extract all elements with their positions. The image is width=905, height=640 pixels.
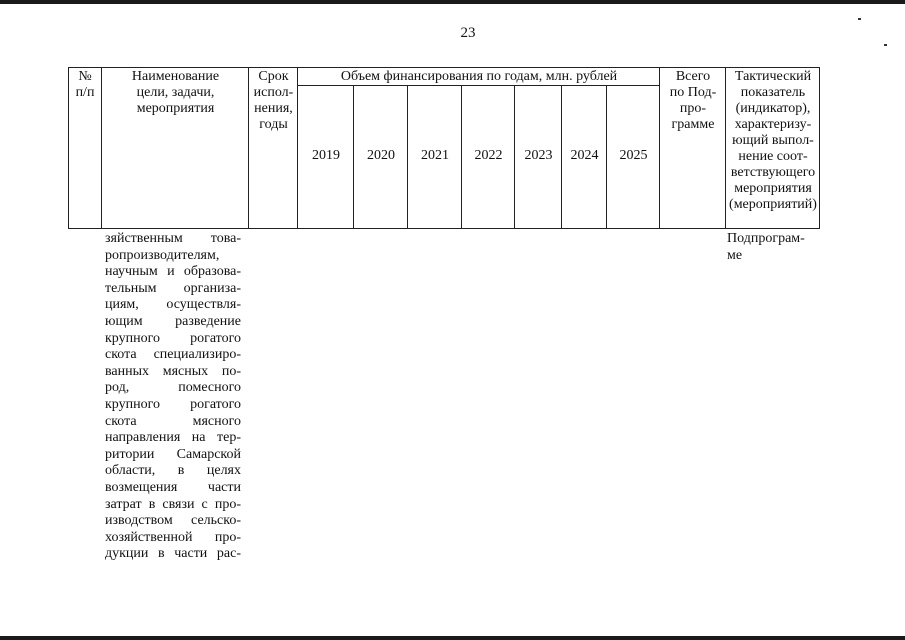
text-line: ритории Самарской	[105, 446, 241, 462]
year-cell: 2022	[474, 148, 503, 163]
year-cell: 2025	[619, 148, 648, 163]
scan-speck	[858, 18, 861, 20]
text-line: тельным организа-	[105, 280, 241, 296]
header-name: Наименование цели, задачи, мероприятия	[131, 69, 220, 116]
header-number: № п/п	[75, 69, 95, 100]
year-cell: 2021	[421, 148, 449, 163]
text-line: скота мясного	[105, 413, 241, 429]
text-line: ме	[727, 247, 743, 263]
text-line: скота специализиро-	[105, 347, 241, 363]
text-line: научным и образова-	[105, 264, 241, 280]
page-number: 23	[460, 25, 476, 41]
year-cell: 2019	[312, 148, 340, 163]
text-line: возмещения части	[105, 479, 241, 495]
scan-speck	[884, 44, 887, 46]
year-cell: 2024	[570, 148, 599, 163]
measure-description	[105, 231, 241, 563]
text-line: циям, осуществля-	[105, 297, 241, 313]
text-line: Подпрограм-	[727, 231, 805, 246]
text-line: крупного рогатого	[105, 396, 241, 412]
header-total: Всего по Под- про- грамме	[669, 69, 717, 132]
text-line: ющим разведение	[105, 313, 241, 329]
text-line: зяйственным това-	[105, 231, 241, 246]
year-cell: 2020	[367, 148, 395, 163]
scan-edge-top	[0, 0, 905, 4]
text-line: крупного рогатого	[105, 330, 241, 346]
text-line: затрат в связи с про-	[105, 496, 241, 512]
text-line: направления на тер-	[105, 430, 241, 446]
text-line: хозяйственной про-	[105, 529, 241, 545]
text-line: дукции в части рас-	[105, 546, 241, 562]
year-cell: 2023	[524, 148, 553, 163]
text-line: ропроизводителям,	[105, 247, 220, 263]
header-funding: Объем финансирования по годам, млн. рублей	[340, 69, 618, 84]
scan-edge-bottom	[0, 636, 905, 640]
header-term: Срок испол- нения, годы	[253, 69, 294, 132]
text-line: области, в целях	[105, 463, 241, 479]
text-line: изводством сельско-	[105, 513, 241, 529]
text-line: ванных мясных по-	[105, 363, 241, 379]
table-header	[68, 67, 820, 229]
text-line: род, помесного	[105, 380, 241, 396]
indicator-text	[727, 231, 817, 264]
header-indicator: Тактический показатель (индикатор), характеризу- ющий выпол- нение соот- ветствующего мероприятия (мероприятий)	[729, 69, 817, 212]
